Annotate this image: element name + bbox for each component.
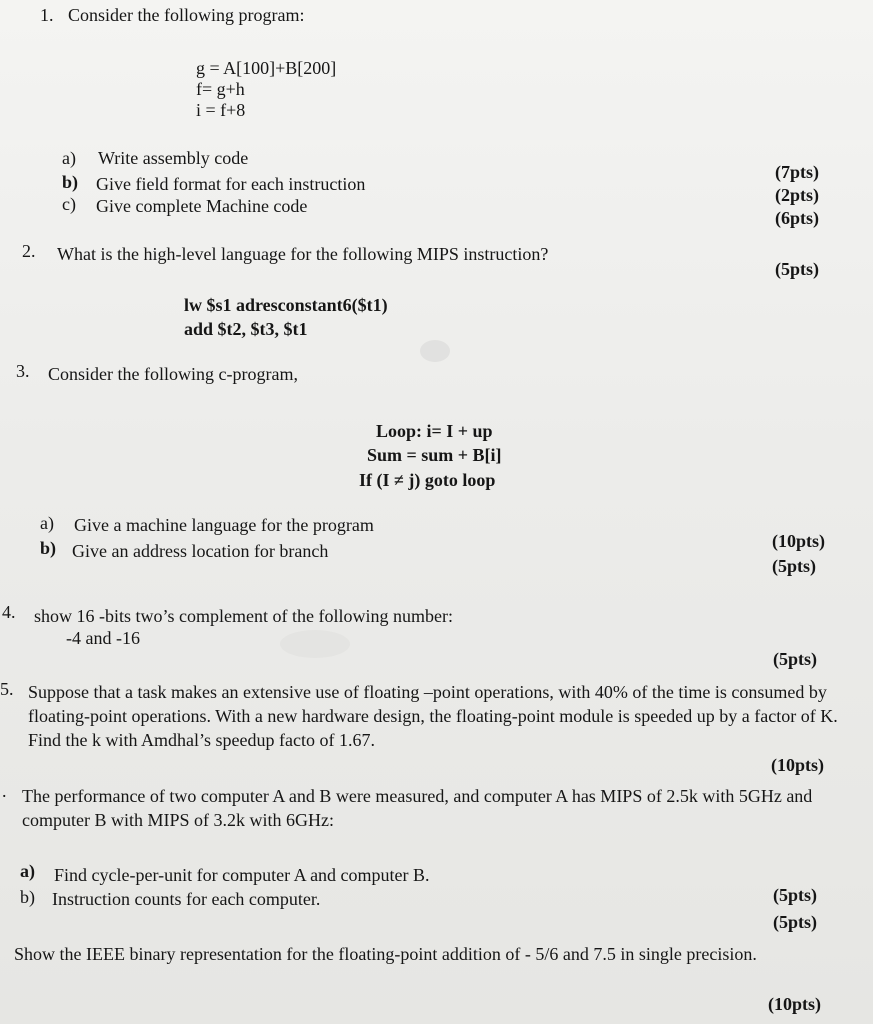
q6-number: . bbox=[2, 781, 7, 801]
q1-points: (6pts) bbox=[775, 208, 819, 228]
q1-part-text: Give field format for each instruction bbox=[96, 174, 366, 194]
q4-points: (5pts) bbox=[773, 649, 817, 669]
q1-part-label: a) bbox=[62, 148, 76, 168]
q5-points: (10pts) bbox=[771, 755, 824, 775]
q5-text: Suppose that a task makes an extensive use of floating –point operations, with 40% of the time is consumed by floating-point operations. With a new hardware design, the floating-point module is speeded up by a factor of K. Find the k with Amdhal’s speedup facto of 1.67. bbox=[28, 682, 838, 750]
q1-prompt: Consider the following program: bbox=[68, 5, 305, 25]
q6-part-text: Find cycle-per-unit for computer A and computer B. bbox=[54, 865, 430, 885]
q1-points: (7pts) bbox=[775, 162, 819, 182]
q1-code-line: g = A[100]+B[200] bbox=[196, 58, 337, 78]
q3-points: (10pts) bbox=[772, 531, 825, 551]
q4-prompt: show 16 -bits two’s complement of the following number: bbox=[34, 606, 453, 626]
q3-part-text: Give a machine language for the program bbox=[74, 515, 374, 535]
q1-part-label: b) bbox=[62, 172, 79, 192]
paper-smudge bbox=[280, 630, 350, 658]
q7-text: Show the IEEE binary representation for the floating-point addition of - 5/6 and 7.5 in single precision. bbox=[14, 944, 757, 964]
q3-part-label: a) bbox=[40, 513, 54, 533]
paper-smudge bbox=[420, 340, 450, 362]
q2-prompt: What is the high-level language for the following MIPS instruction? bbox=[57, 244, 549, 264]
q6-part-label: a) bbox=[20, 861, 35, 881]
q3-code-line: Loop: i= I + up bbox=[376, 421, 493, 441]
q3-code-line: If (I ≠ j) goto loop bbox=[359, 470, 496, 490]
q7-points: (10pts) bbox=[768, 994, 821, 1014]
q3-prompt: Consider the following c-program, bbox=[48, 364, 298, 384]
q1-code-line: f= g+h bbox=[196, 79, 245, 99]
q6-points: (5pts) bbox=[773, 885, 817, 905]
q6-part-text: Instruction counts for each computer. bbox=[52, 889, 321, 909]
q1-code-line: i = f+8 bbox=[196, 100, 246, 120]
q1-part-text: Give complete Machine code bbox=[96, 196, 308, 216]
q4-number: 4. bbox=[2, 602, 16, 622]
q1-part-text: Write assembly code bbox=[98, 148, 249, 168]
q1-part-label: c) bbox=[62, 194, 76, 214]
q1-points: (2pts) bbox=[775, 185, 819, 205]
q3-number: 3. bbox=[16, 361, 30, 381]
q6-text: The performance of two computer A and B were measured, and computer A has MIPS of 2.5k with 5GHz and computer B with MIPS of 3.2k with 6GHz: bbox=[22, 786, 813, 830]
q4-values: -4 and -16 bbox=[66, 628, 140, 648]
q5-number: 5. bbox=[0, 679, 14, 699]
q2-code-line: add $t2, $t3, $t1 bbox=[184, 319, 308, 339]
q3-points: (5pts) bbox=[772, 556, 816, 576]
q3-part-text: Give an address location for branch bbox=[72, 541, 329, 561]
q3-code-line: Sum = sum + B[i] bbox=[367, 445, 502, 465]
q1-number: 1. bbox=[40, 5, 54, 25]
q3-part-label: b) bbox=[40, 538, 57, 558]
q6-part-label: b) bbox=[20, 887, 35, 907]
q2-points: (5pts) bbox=[775, 259, 819, 279]
q2-number: 2. bbox=[22, 241, 36, 261]
q6-points: (5pts) bbox=[773, 912, 817, 932]
q2-code-line: lw $s1 adresconstant6($t1) bbox=[184, 295, 388, 315]
